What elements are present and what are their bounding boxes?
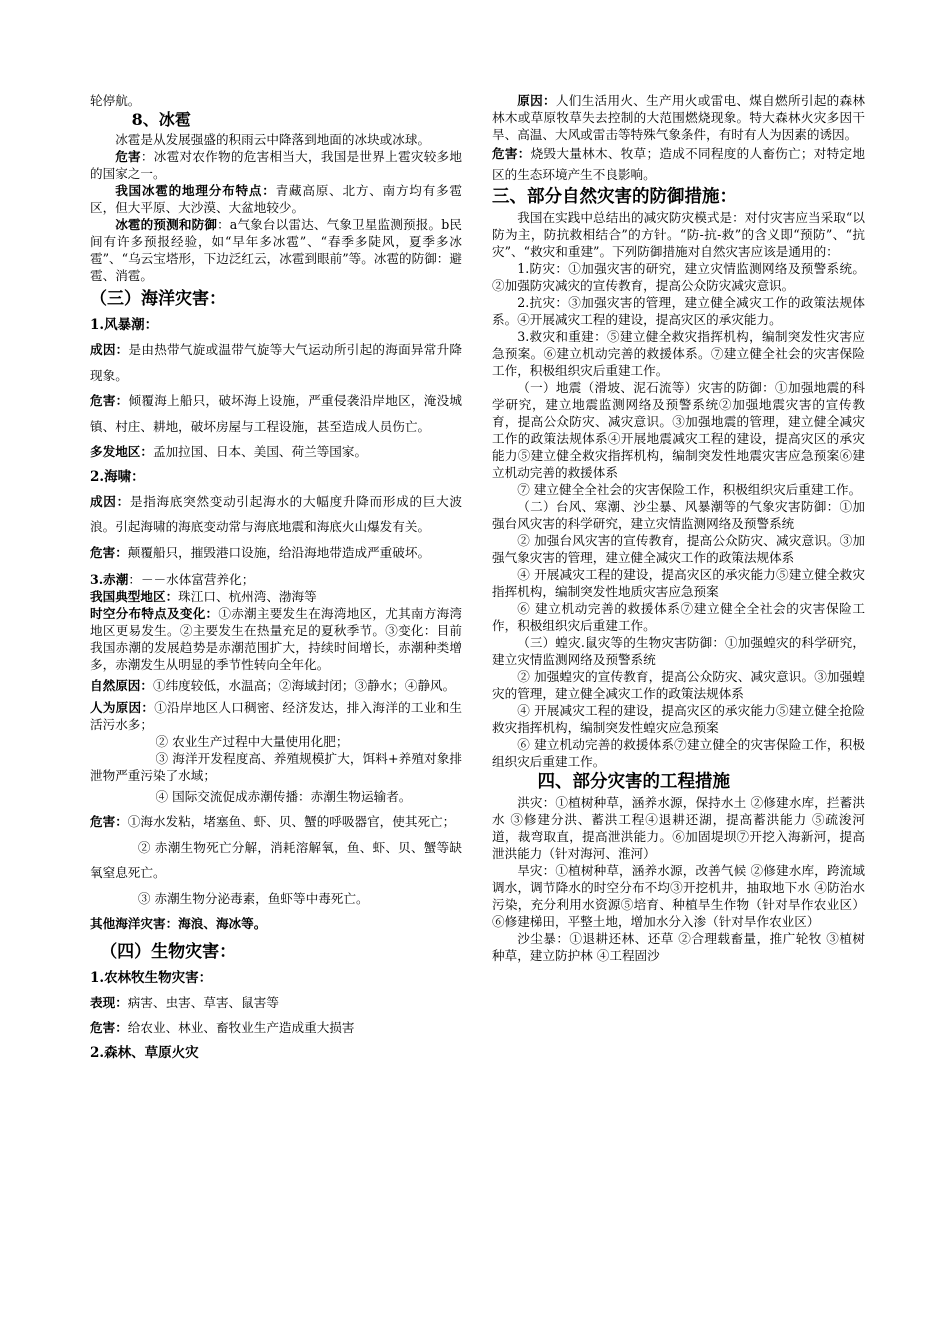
text: ①沿岸地区人口稠密、经济发达，排入海洋的工业和生活污水多； [90,699,463,732]
defense-intro: 我国在实践中总结出的减灾防灾模式是：对付灾害应当采取“以防为主，防抗救相结合”的方针。“防-抗-救”的含义即“预防”、“抗灾”、“救灾和重建”。下列防御措施对自然灾害应该是通用的： [492,210,865,259]
label: 冰雹的预测和防御 [115,217,218,232]
storm-area [90,439,462,465]
label: 时空分布特点及变化： [90,606,219,621]
label: 3.赤潮 [90,572,129,587]
typhoon-defense: （二）台风、寒潮、沙尘暴、风暴潮等的气象灾害防御：①加强台风灾害的科学研究，建立灾情监测网络及预警系统 [492,499,865,531]
heading-bio-disasters: （四）生物灾害： [100,941,237,962]
red-tide-title [90,571,462,588]
heading-agri: 1.农林牧生物灾害： [90,969,213,986]
agri-harm [90,1015,462,1041]
text: ①海水发粘，堵塞鱼、虾、贝、蟹的呼吸器官，使其死亡； [127,814,456,829]
flood-measures: 洪灾：①植树种草，涵养水源，保持水土 ②修建水库，拦蓄洪水 ③修建分洪、蓄洪工程④退耕还湖，提高蓄洪能力 ⑤疏浚河道，裁弯取直，提高泄洪能力。⑥加固堤坝⑦开挖入海新河，提高泄洪能力（针对海河、淮河） [492,795,865,861]
hail-distribution [90,182,462,216]
label: 我国冰雹的地理分布特点： [115,183,276,198]
text: 人们生活用火、生产用火或雷电、煤自燃所引起的森林林木或草原牧草失去控制的大范围燃烧现象。特大森林火灾多因干旱、高温、大风或雷击等特殊气象条件，有时有人为因素的诱因。 [492,93,866,142]
sandstorm-measures: 沙尘暴：①退耕还林、还草 ②合理载畜量，推广轮牧 ③植树种草，建立防护林 ④工程固沙 [492,931,865,963]
fire-cause [492,92,865,143]
text: 给农业、林业、畜牧业生产造成重大损害 [127,1020,355,1035]
label: 危害： [492,146,531,161]
red-tide-harm-3: ③ 赤潮生物分泌毒素，鱼虾等中毒死亡。 [137,890,369,906]
quake-defense-2: ⑦ 建立健全全社会的灾害保险工作，积极组织灾后重建工作。 [517,482,862,497]
label: 危害 [115,149,141,164]
defense-3: 3.救灾和重建：⑤建立健全救灾指挥机构，编制突发性灾害应急预案。⑥建立机动完善的救援体系。⑦建立健全社会的灾害保险工作，积极组织灾后重建工作。 [492,329,865,378]
heading-defense: 三、部分自然灾害的防御措施： [492,187,737,207]
text: 颠覆船只，摧毁港口设施，给沿海地带造成严重破坏。 [127,544,431,560]
red-tide-typical [90,588,462,605]
heading-ocean-disasters: （三）海洋灾害： [90,289,226,309]
locust-defense-3: ④ 开展减灾工程的建设，提高灾区的承灾能力⑤建立健全抢险救灾指挥机构，编制突发性蝗灾应急预案 [492,703,865,735]
text: 孟加拉国、日本、美国、荷兰等国家。 [152,444,368,459]
typhoon-defense-2: ② 加强台风灾害的宣传教育，提高公众防灾、减灾意识。③加强气象灾害的管理，建立健全减灾工作的政策法规体系 [492,533,865,565]
storm-cause [90,337,462,388]
fire-harm [492,143,865,185]
heading-hail: 8、冰雹 [131,110,191,129]
label: 自然原因： [90,678,153,693]
hail-prediction [90,216,462,284]
red-tide-time [90,605,462,673]
text: 烧毁大量林木、牧草；造成不同程度的人畜伤亡；对特定地区的生态环境产生不良影响。 [492,146,866,182]
text: 是由热带气旋或温带气旋等大气运动所引起的海面异常升降现象。 [90,342,463,383]
locust-defense: （三）蝗灾.鼠灾等的生物灾害防御：①加强蝗灾的科学研究，建立灾情监测网络及预警系统 [492,635,865,667]
agri-show [90,990,462,1016]
red-tide-human-2: ② 农业生产过程中大量使用化肥； [155,733,349,749]
red-tide-harm [90,809,462,835]
tsunami-cause [90,489,462,540]
text: ：a气象台以雷达、气象卫星监测预报。b民间有许多预报经验，如“早年多冰雹”、“春季多陡风，夏季多冰雹”、“乌云宝塔形，下边泛红云，冰雹到眼前”等。冰雹的防御：避雹、消雹。 [90,217,462,283]
label: 成因： [90,342,129,357]
storm-harm [90,388,462,439]
label: 原因： [517,93,556,108]
other-ocean-disasters: 其他海洋灾害：海浪、海冰等。 [90,916,267,931]
label: 成因： [90,493,130,509]
label: 多发地区： [90,444,153,459]
label: 我国典型地区： [90,589,179,604]
red-tide-human [90,699,462,733]
locust-defense-4: ⑥ 建立机动完善的救援体系⑦建立健全的灾害保险工作，积极组织灾后重建工作。 [492,737,865,769]
label: 表现： [90,994,128,1010]
right-column [492,92,865,964]
label: 危害： [90,1020,128,1035]
heading-tsunami: 2.海啸： [90,468,145,485]
locust-defense-2: ② 加强蝗灾的宣传教育，提高公众防灾、减灾意识。③加强蝗灾的管理，建立健全减灾工作的政策法规体系 [492,669,865,701]
hail-harm [90,148,462,182]
red-tide-harm-2: ② 赤潮生物死亡分解，消耗溶解氧，鱼、虾、贝、蟹等缺氧窒息死亡。 [90,839,462,880]
label: 危害： [90,544,128,560]
red-tide-human-4: ④ 国际交流促成赤潮传播：赤潮生物运输者。 [155,788,412,804]
label: 人为原因： [90,699,155,715]
text: 青藏高原、北方、南方均有多雹区，但大平原、大沙漠、大盆地较少。 [90,183,463,215]
drought-measures: 旱灾：①植树种草，涵养水源，改善气候 ②修建水库，跨流域调水，调节降水的时空分布不均③开挖机井，抽取地下水 ④防治水污染，充分利用水资源⑤培育、种植旱生作物（针对旱作农业区）⑥修建梯田，平整土地，增加水分入渗（针对旱作农业区） [492,863,865,929]
defense-2: 2.抗灾：③加强灾害的管理，建立健全减灾工作的政策法规体系。④开展减灾工程的建设，提高灾区的承灾能力。 [492,295,865,327]
typhoon-defense-3: ④ 开展减灾工程的建设，提高灾区的承灾能力⑤建立健全救灾指挥机构，编制突发性地质灾害应急预案 [492,567,865,599]
text: 倾覆海上船只，破坏海上设施，严重侵袭沿岸地区，淹没城镇、村庄、耕地，破坏房屋与工程设施，甚至造成人员伤亡。 [90,393,463,434]
red-tide-human-3: ③ 海洋开发程度高、养殖规模扩大，饵料+养殖对象排泄物严重污染了水域； [90,750,462,783]
red-tide-natural [90,673,462,699]
label: 危害： [90,393,129,408]
hail-definition: 冰雹是从发展强盛的积雨云中降落到地面的冰块或冰球。 [115,132,431,147]
left-column [90,92,462,1065]
heading-fire: 2.森林、草原火灾 [90,1044,199,1061]
text: 珠江口、杭州湾、渤海等 [178,589,317,604]
label: 危害： [90,814,128,829]
text: ：－－水体富营养化； [128,572,255,587]
text: ：冰雹对农作物的危害相当大，我国是世界上雹灾较多地的国家之一。 [90,149,463,181]
paragraph: 轮停航。 [90,93,141,108]
defense-1: 1.防灾：①加强灾害的研究，建立灾情监测网络及预警系统。②加强防灾减灾的宣传教育，提高公众防灾减灾意识。 [492,261,865,293]
quake-defense: （一）地震（滑坡、泥石流等）灾害的防御：①加强地震的科学研究，建立地震监测网络及预警系统②加强地震灾害的宣传教育，提高公众防灾、减灾意识。③加强地震的管理，建立健全减灾工作的政策法规体系④开展地震减灾工程的建设，提高灾区的承灾能力⑤建立健全救灾指挥机构，编制突发性地震灾害应急预案⑥建立机动完善的救援体系 [492,380,865,480]
text: ①纬度较低，水温高；②海域封闭；③静水；④静风。 [152,678,456,693]
heading-storm-surge: 1.风暴潮： [90,317,159,333]
text: 病害、虫害、草害、鼠害等 [127,994,279,1010]
text: 是指海底突然变动引起海水的大幅度升降而形成的巨大波浪。引起海啸的海底变动常与海底地震和海底火山爆发有关。 [90,493,463,534]
text: ①赤潮主要发生在海湾地区，尤其南方海湾地区更易发生。②主要发生在热量充足的夏秋季节。③变化：目前我国赤潮的发展趋势是赤潮范围扩大，持续时间增长，赤潮种类增多，赤潮发生从明显的季节性转向全年化。 [90,606,462,672]
typhoon-defense-4: ⑥ 建立机动完善的救援体系⑦建立健全全社会的灾害保险工作，积极组织灾后重建工作。 [492,601,865,633]
tsunami-harm [90,540,462,566]
heading-engineering: 四、部分灾害的工程措施 [537,772,730,792]
